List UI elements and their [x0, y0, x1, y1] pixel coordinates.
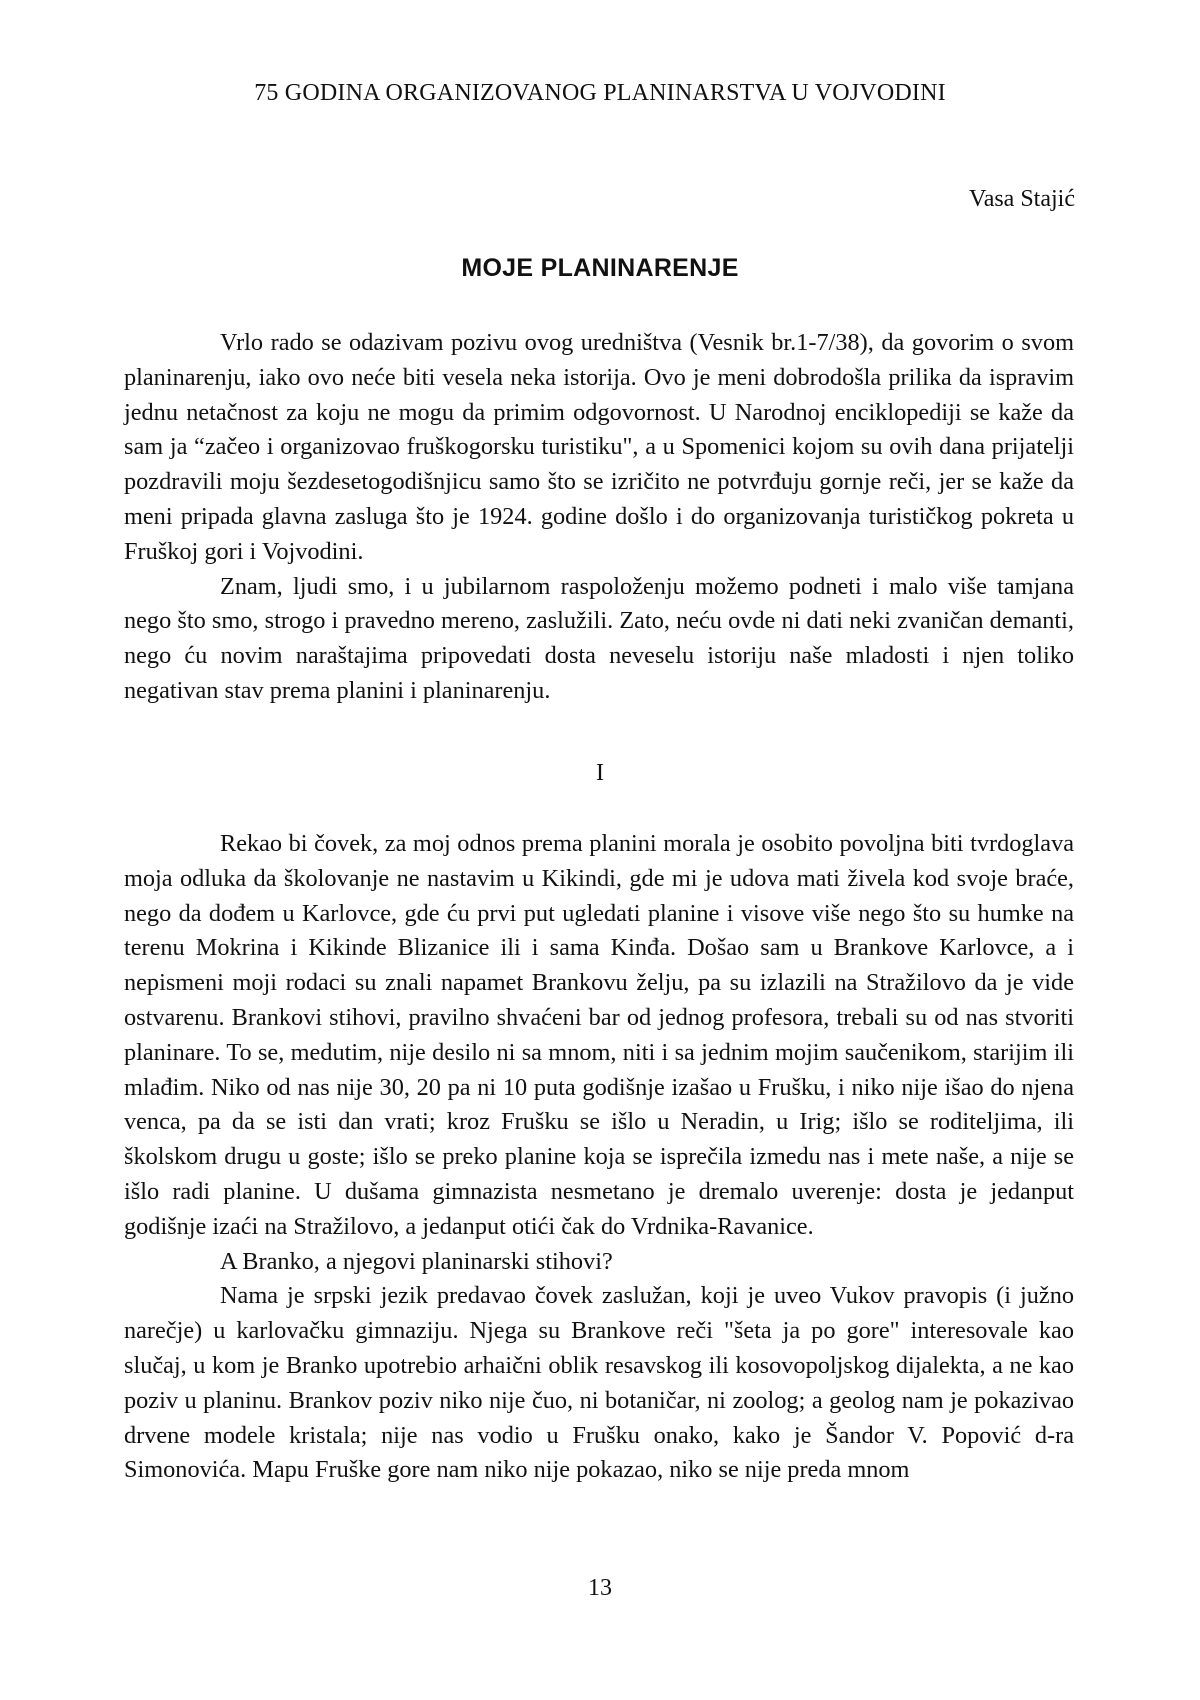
paragraph: Nama je srpski jezik predavao čovek zaslužan, koji je uveo Vukov pravopis (i južno narečje) u karlovačku gimnaziju. Njega su Brankove reči "šeta ja po gore" interesovale kao slučaj, u kom je Branko upotrebio arhaični oblik resavskog ili kosovopoljskog dijalekta, a ne kao poziv u planinu. Brankov poziv niko nije čuo, ni botaničar, ni zoolog; a geolog nam je pokazivao drvene modele kristala; nije nas vodio u Frušku onako, kako je Šandor V. Popović d-ra Simonovića. Mapu Fruške gore nam niko nije pokazao, niko se nije preda mnom [124, 1282, 1074, 1484]
section-numeral: I [596, 760, 604, 786]
page-number: 13 [588, 1575, 612, 1601]
running-header: 75 GODINA ORGANIZOVANOG PLANINARSTVA U VOJVODINI [254, 80, 946, 106]
paragraph: Vrlo rado se odazivam pozivu ovog uredništva (Vesnik br.1-7/38), da govorim o svom planinarenju, iako ovo neće biti vesela neka istorija. Ovo je meni dobrodošla prilika da ispravim jednu netačnost za koju ne mogu da primim odgovornost. U Narodnoj enciklopediji se kaže da sam ja “začeo i organizovao fruškogorsku turistiku", a u Spomenici kojom su ovih dana prijatelji pozdravili moju šezdesetogodišnjicu samo što se izričito ne potvrđuju gornje reči, jer se kaže da meni pripada glavna zasluga što je 1924. godine došlo i do organizovanja turističkog pokreta u Fruškoj gori i Vojvodini. [124, 329, 1074, 565]
article-author: Vasa Stajić [969, 186, 1075, 212]
paragraph: Rekao bi čovek, za moj odnos prema planini morala je osobito povoljna biti tvrdoglava moja odluka da školovanje ne nastavim u Kikindi, gde mi je udova mati živela kod svoje braće, nego da dođem u Karlovce, gde ću prvi put ugledati planine i visove više nego što su humke na terenu Mokrina i Kikinde Blizanice ili i sama Kinđa. Došao sam u Brankove Karlovce, a i nepismeni moji rodaci su znali napamet Brankovu želju, pa su izlazili na Stražilovo da je vide ostvarenu. Brankovi stihovi, pravilno shvaćeni bar od jednog profesora, trebali su od nas stvoriti planinare. To se, medutim, nije desilo ni sa mnom, niti i sa jednim mojim saučenikom, starijim ili mlađim. Niko od nas nije 30, 20 pa ni 10 puta godišnje izašao u Frušku, i niko nije išao do njena venca, pa da se isti dan vrati; kroz Frušku se išlo u Neradin, u Irig; išlo se roditeljima, ili školskom drugu u goste; išlo se preko planine koja se isprečila izmedu nas i mete naše, a nije se išlo radi planine. U dušama gimnazista nesmetano je dremalo uverenje: dosta je jedanput godišnje izaći na Stražilovo, a jedanput otići čak do Vrdnika-Ravanice. [124, 830, 1074, 1240]
paragraph: Znam, ljudi smo, i u jubilarnom raspoloženju možemo podneti i malo više tamjana nego što smo, strogo i pravedno mereno, zaslužili. Zato, neću ovde ni dati neki zvaničan demanti, nego ću novim naraštajima pripovedati dosta neveselu istoriju naše mladosti i njen toliko negativan stav prema planini i planinarenju. [124, 572, 1074, 704]
paragraph: A Branko, a njegovi planinarski stihovi? [220, 1247, 613, 1275]
intro-text [124, 326, 1074, 709]
article-title: MOJE PLANINARENJE [461, 254, 739, 282]
section-text [124, 827, 1074, 1488]
